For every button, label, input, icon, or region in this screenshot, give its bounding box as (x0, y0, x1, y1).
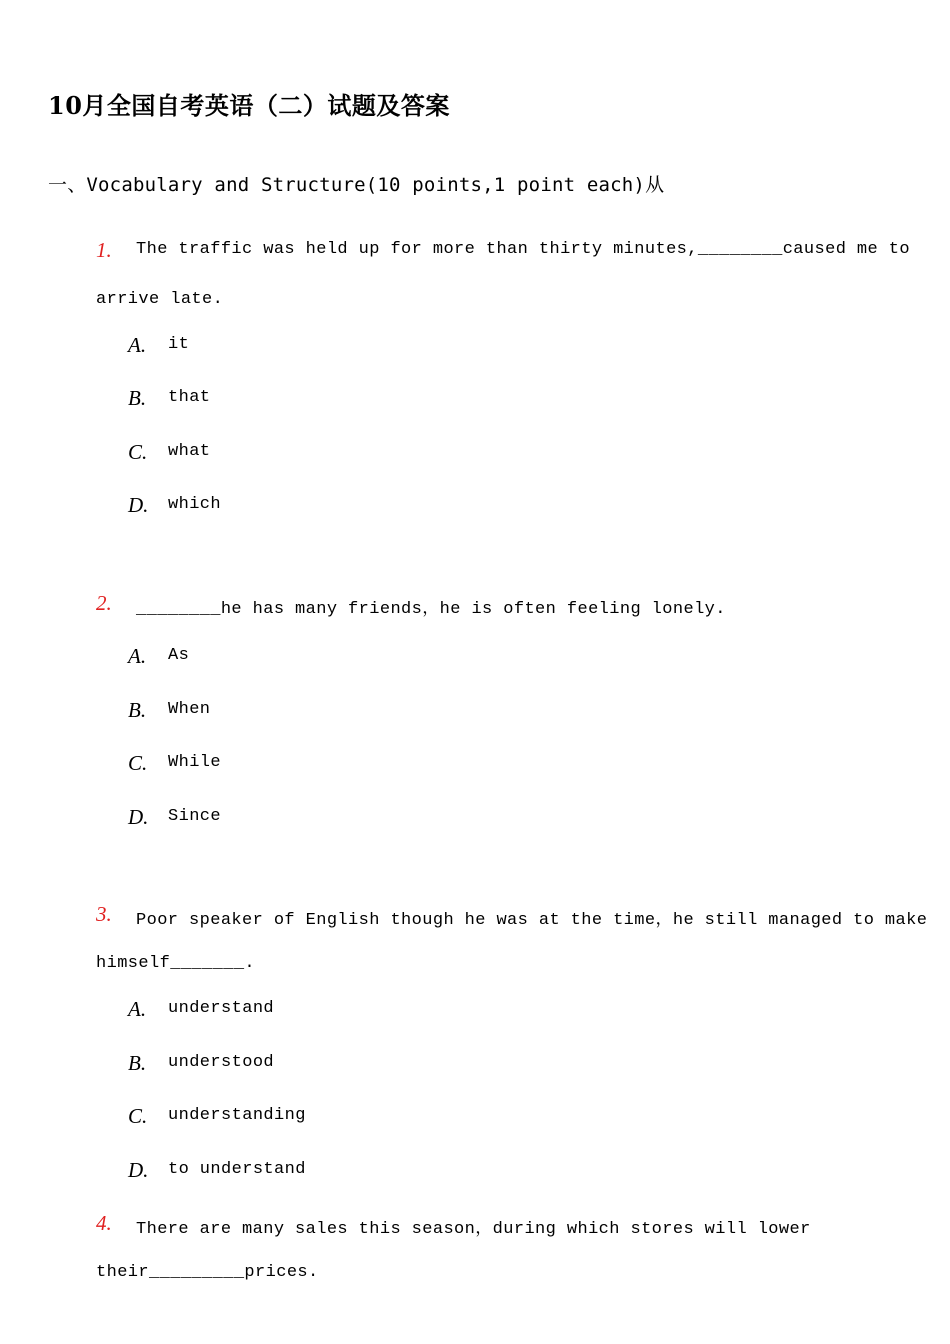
section-heading: 一、Vocabulary and Structure(10 points,1 point each)从 (48, 174, 665, 196)
option-text: that (168, 388, 211, 407)
question-number: 3. (96, 902, 112, 926)
option-text: understanding (168, 1106, 306, 1125)
option-text: it (168, 335, 190, 354)
option-letter: A. (128, 333, 147, 357)
question-number: 2. (96, 591, 112, 615)
option-letter: A. (128, 644, 147, 668)
option-text: to understand (168, 1160, 306, 1179)
question-text: Poor speaker of English though he was at the time，he still managed to make (136, 911, 928, 930)
option-text: While (168, 753, 222, 772)
option-text: Since (168, 807, 222, 826)
option-letter: C. (128, 1104, 148, 1128)
question-text-continued: himself_______. (96, 954, 256, 973)
question-text: ________he has many friends，he is often feeling lonely. (136, 600, 726, 619)
question-text-continued: arrive late. (96, 290, 224, 309)
option-text: what (168, 442, 211, 461)
option-letter: D. (128, 805, 149, 829)
option-letter: B. (128, 386, 147, 410)
option-letter: A. (128, 997, 147, 1021)
question-text: The traffic was held up for more than thirty minutes,________caused me to (136, 240, 910, 259)
option-letter: D. (128, 493, 149, 517)
question-text-continued: their_________prices. (96, 1263, 319, 1282)
option-text: When (168, 700, 211, 719)
option-letter: C. (128, 751, 148, 775)
option-letter: C. (128, 440, 148, 464)
option-letter: B. (128, 1051, 147, 1075)
question-number: 4. (96, 1211, 112, 1235)
option-text: understand (168, 999, 275, 1018)
option-letter: B. (128, 698, 147, 722)
option-text: understood (168, 1053, 275, 1072)
option-letter: D. (128, 1158, 149, 1182)
option-text: As (168, 646, 190, 665)
option-text: which (168, 495, 222, 514)
document-title: 10月全国自考英语（二）试题及答案 (48, 91, 450, 120)
question-text: There are many sales this season，during which stores will lower (136, 1220, 811, 1239)
question-number: 1. (96, 238, 112, 262)
